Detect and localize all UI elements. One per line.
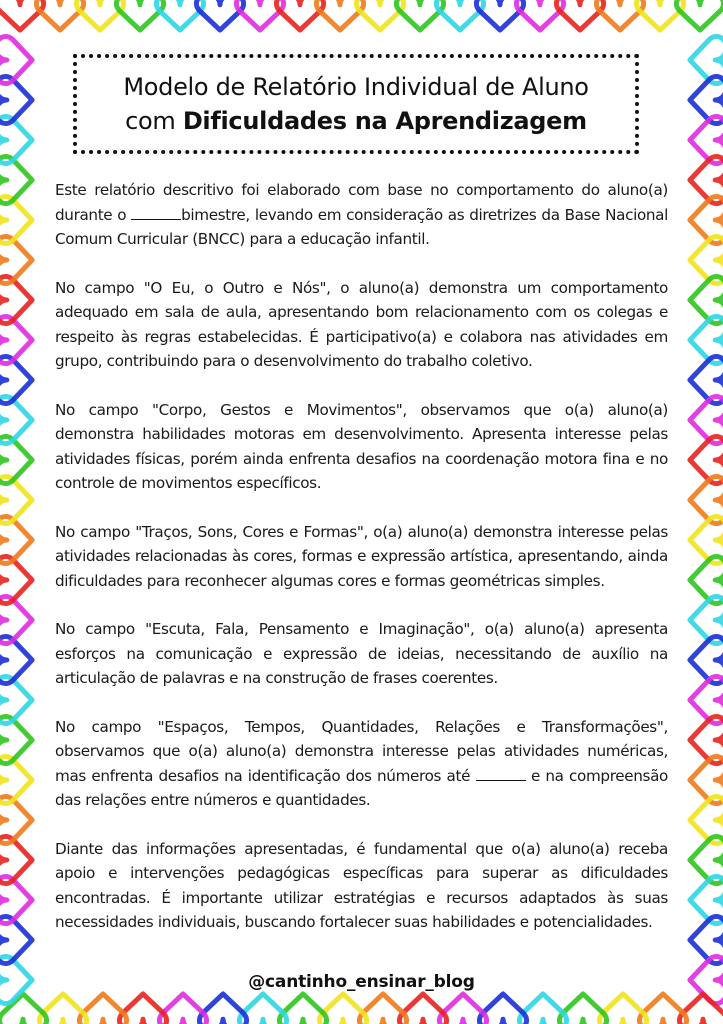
heart-icon (519, 994, 566, 1024)
heart-icon (196, 0, 243, 30)
heart-icon (0, 676, 32, 723)
heart-icon (0, 836, 32, 883)
heart-icon (476, 0, 523, 30)
heart-icon (690, 876, 723, 923)
report-body (55, 178, 668, 935)
heart-icon (690, 316, 723, 363)
heart-icon (0, 916, 32, 963)
heart-icon (690, 76, 723, 123)
heart-icon (479, 994, 526, 1024)
heart-icon (690, 516, 723, 563)
intro-text-end: bimestre, levando em consideração as diretrizes da Base Nacional Comum Curricular (BNCC) para a educação infantil. (55, 205, 668, 248)
heart-icon (639, 994, 686, 1024)
heart-icon (690, 276, 723, 323)
heart-icon (0, 436, 32, 483)
heart-icon (679, 994, 723, 1024)
heart-icon (0, 356, 32, 403)
heart-icon (0, 716, 32, 763)
heart-icon (0, 556, 32, 603)
paragraph-intro (55, 178, 668, 252)
heart-icon (0, 596, 32, 643)
heart-icon (690, 796, 723, 843)
espacos-text-end: e na compreensão das relações entre números e quantidades. (55, 766, 668, 809)
heart-icon (79, 994, 126, 1024)
heart-icon (279, 994, 326, 1024)
heart-icon (0, 316, 32, 363)
heart-icon (319, 994, 366, 1024)
numeros-blank-field[interactable] (476, 767, 526, 781)
heart-icon (0, 196, 32, 243)
heart-icon (76, 0, 123, 30)
heart-icon (0, 994, 47, 1024)
heart-icon (199, 994, 246, 1024)
heart-icon (0, 636, 32, 683)
heart-icon (690, 36, 723, 83)
heart-icon (690, 836, 723, 883)
heart-icon (0, 796, 32, 843)
paragraph-escuta-fala: No campo "Escuta, Fala, Pensamento e Imaginação", o(a) aluno(a) apresenta esforços na comunicação e expressão de ideias, necessitando de auxílio na articulação de palavras e na construção de frases coerentes. (55, 620, 668, 687)
intro-text-start: Este relatório descritivo foi elaborado com base no comportamento do aluno(a) durante o (55, 181, 668, 224)
title-box (73, 54, 639, 154)
heart-icon (399, 994, 446, 1024)
heart-icon (0, 876, 32, 923)
blog-handle: @cantinho_ensinar_blog (248, 972, 475, 992)
heart-icon (556, 0, 603, 30)
heart-icon (690, 556, 723, 603)
paragraph-conclusao: Diante das informações apresentadas, é fundamental que o(a) aluno(a) receba apoio e intervenções pedagógicas específicas para superar as dificuldades encontradas. É importante utilizar estratégias e recursos adaptados às suas necessidades individuais, buscando fortalecer suas habilidades e potencialidades. (55, 839, 668, 931)
heart-icon (690, 636, 723, 683)
heart-icon (690, 156, 723, 203)
heart-icon (676, 0, 723, 30)
heart-icon (359, 994, 406, 1024)
heart-icon (0, 516, 32, 563)
heart-icon (39, 994, 86, 1024)
heart-icon (0, 756, 32, 803)
heart-icon (690, 716, 723, 763)
paragraph-corpo-gestos: No campo "Corpo, Gestos e Movimentos", observamos que o(a) aluno(a) demonstra habilidades motoras em desenvolvimento. Apresenta interesse pelas atividades físicas, porém ainda enfrenta desafios na coordenação motora fina e no controle de movimentos específicos. (55, 400, 668, 492)
heart-icon (0, 0, 44, 30)
heart-icon (690, 756, 723, 803)
paragraph-tracos-sons: No campo "Traços, Sons, Cores e Formas", o(a) aluno(a) demonstra interesse pelas atividades relacionadas às cores, formas e expressão artística, apresentando, ainda dificuldades para reconhecer algumas cores e formas geométricas simples. (55, 522, 668, 590)
espacos-text-start: No campo "Espaços, Tempos, Quantidades, Relações e Transformações", observamos que o(a) aluno(a) demonstra interesse pelas atividades numéricas, mas enfrenta desafios na identificação dos números até (55, 717, 668, 785)
heart-icon (690, 236, 723, 283)
heart-icon (559, 994, 606, 1024)
bimestre-blank-field[interactable] (131, 206, 181, 220)
heart-icon (0, 36, 32, 83)
heart-icon (0, 276, 32, 323)
heart-icon (690, 916, 723, 963)
heart-icon (636, 0, 683, 30)
heart-icon (439, 994, 486, 1024)
heart-icon (690, 116, 723, 163)
heart-icon (690, 396, 723, 443)
heart-icon (236, 0, 283, 30)
heart-icon (516, 0, 563, 30)
heart-icon (119, 994, 166, 1024)
heart-icon (690, 436, 723, 483)
title-line-2 (125, 104, 587, 138)
heart-icon (116, 0, 163, 30)
heart-icon (0, 396, 32, 443)
heart-icon (690, 196, 723, 243)
heart-icon (159, 994, 206, 1024)
heart-icon (356, 0, 403, 30)
heart-icon (599, 994, 646, 1024)
heart-icon (690, 596, 723, 643)
paragraph-espacos-tempos (55, 715, 668, 813)
title-prefix: com (125, 107, 183, 135)
heart-icon (436, 0, 483, 30)
heart-icon (690, 476, 723, 523)
heart-icon (156, 0, 203, 30)
heart-icon (396, 0, 443, 30)
heart-icon (0, 476, 32, 523)
heart-icon (596, 0, 643, 30)
heart-icon (276, 0, 323, 30)
heart-icon (0, 116, 32, 163)
heart-icon (0, 76, 32, 123)
heart-icon (36, 0, 83, 30)
heart-icon (316, 0, 363, 30)
title-emphasis: Dificuldades na Aprendizagem (182, 107, 587, 135)
heart-icon (0, 236, 32, 283)
heart-icon (239, 994, 286, 1024)
heart-icon (690, 356, 723, 403)
heart-icon (690, 676, 723, 723)
title-line-1: Modelo de Relatório Individual de Aluno (123, 73, 589, 101)
heart-icon (0, 156, 32, 203)
paragraph-eu-outro-nos: No campo "O Eu, o Outro e Nós", o aluno(a) demonstra um comportamento adequado em sala de aula, apresentando bom relacionamento com os colegas e respeito às regras estabelecidas. É participativo(a) e colabora nas atividades em grupo, contribuindo para o desenvolvimento do trabalho coletivo. (55, 278, 668, 370)
